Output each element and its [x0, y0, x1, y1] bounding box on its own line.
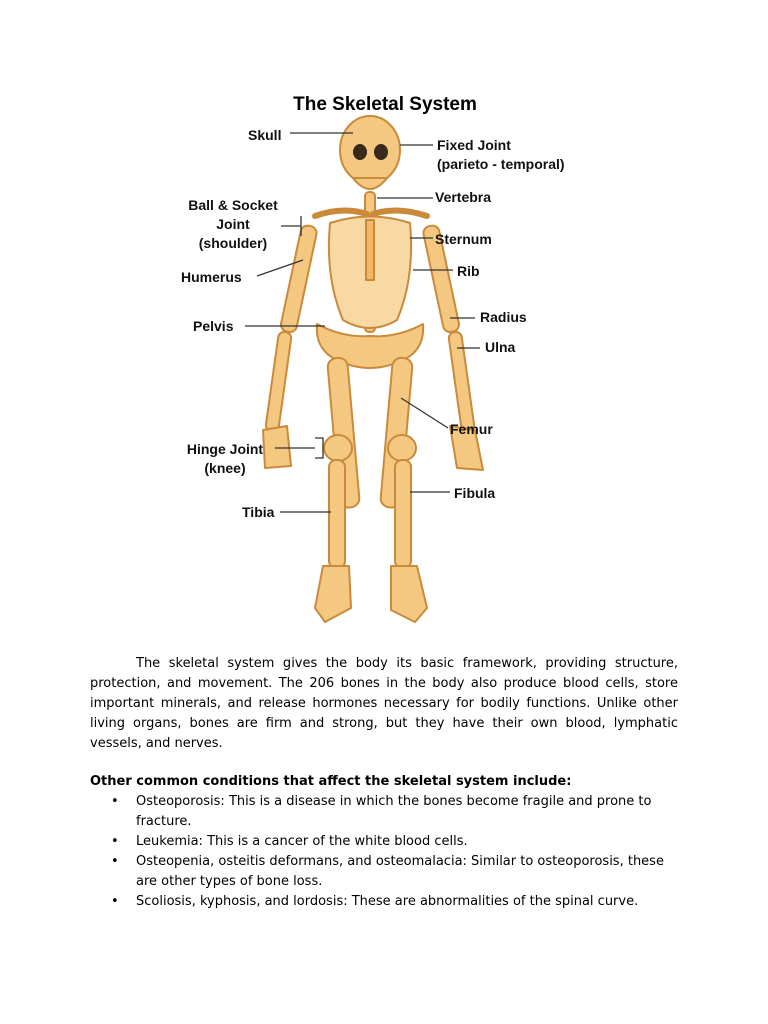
- label-radius: Radius: [480, 309, 527, 325]
- label-rib: Rib: [457, 263, 480, 279]
- label-tibia: Tibia: [242, 504, 275, 520]
- sternum-shape: [366, 220, 374, 280]
- left-knee-shape: [324, 435, 352, 461]
- right-foot-shape: [391, 566, 427, 622]
- label-ulna: Ulna: [485, 339, 516, 355]
- label-ball-socket-line1: Ball & Socket: [188, 197, 278, 213]
- figure-title: The Skeletal System: [293, 94, 477, 115]
- right-clavicle-shape: [373, 210, 427, 216]
- label-skull: Skull: [248, 127, 282, 143]
- label-vertebra: Vertebra: [435, 189, 492, 205]
- label-fixed-joint-detail: (parieto - temporal): [437, 156, 565, 172]
- conditions-heading: Other common conditions that affect the skeletal system include:: [90, 774, 572, 789]
- label-femur: Femur: [450, 421, 493, 437]
- skeleton-figure: [165, 88, 605, 636]
- label-hinge-joint-detail: (knee): [204, 460, 246, 476]
- jaw-shape: [353, 178, 387, 189]
- label-pelvis: Pelvis: [193, 318, 234, 334]
- list-item: • Leukemia: This is a cancer of the white blood cells.: [136, 832, 678, 852]
- right-forearm-shape: [448, 331, 475, 432]
- label-sternum: Sternum: [435, 231, 492, 247]
- left-tibia-shape: [329, 460, 345, 568]
- label-ball-socket-line2: Joint: [216, 216, 250, 232]
- conditions-list: [90, 792, 678, 912]
- list-item: • Osteopenia, osteitis deformans, and osteomalacia: Similar to osteoporosis, these are other types of bone loss.: [136, 852, 678, 892]
- body-text: [90, 654, 678, 912]
- left-clavicle-shape: [315, 210, 367, 216]
- left-foot-shape: [315, 566, 351, 622]
- list-item: • Osteoporosis: This is a disease in which the bones become fragile and prone to fracture.: [136, 792, 678, 832]
- list-item: • Scoliosis, kyphosis, and lordosis: These are abnormalities of the spinal curve.: [136, 892, 678, 912]
- left-forearm-shape: [265, 331, 292, 432]
- right-knee-shape: [388, 435, 416, 461]
- right-tibia-shape: [395, 460, 411, 568]
- label-hinge-joint: Hinge Joint: [186, 441, 264, 457]
- label-humerus: Humerus: [181, 269, 242, 285]
- skull-shape: [340, 116, 400, 184]
- label-fibula: Fibula: [454, 485, 496, 501]
- intro-paragraph: The skeletal system gives the body its basic framework, providing structure, protection, and movement. The 206 bones in the body also produce blood cells, store important minerals, and release hormones necessary for bodily functions. Unlike other living organs, bones are firm and strong, but they have their own blood, lymphatic vessels, and nerves.: [90, 656, 678, 751]
- label-fixed-joint: Fixed Joint: [437, 137, 511, 153]
- label-ball-socket-line3: (shoulder): [198, 235, 268, 251]
